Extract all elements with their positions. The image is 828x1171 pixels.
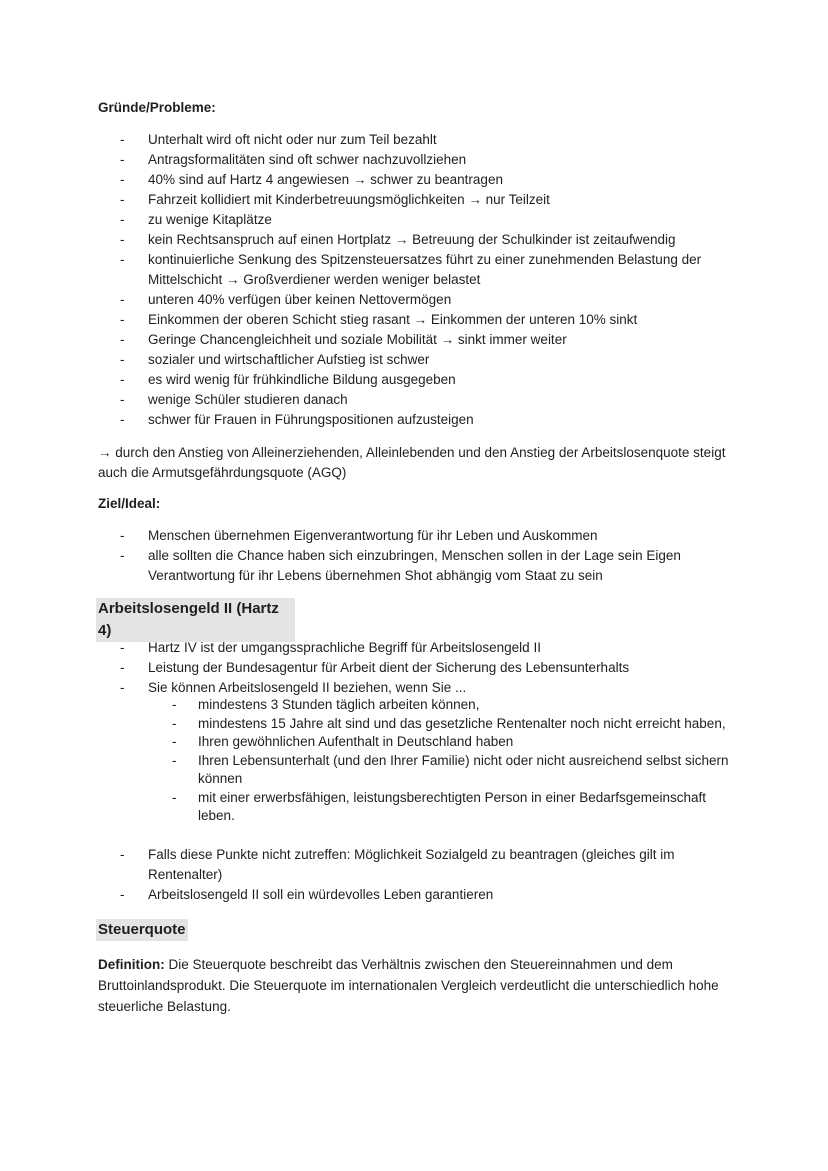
sub-list-item: - Ihren Lebensunterhalt (und den Ihrer Familie) nicht oder nicht ausreichend selbst sichern können (98, 752, 738, 789)
list-item: - Falls diese Punkte nicht zutreffen: Möglichkeit Sozialgeld zu beantragen (gleiches gilt im Rentenalter) (98, 845, 738, 885)
list-item: - Sie können Arbeitslosengeld II beziehen, wenn Sie ... (98, 678, 738, 698)
gruende-conclusion: → durch den Anstieg von Alleinerziehenden, Alleinlebenden und den Anstieg der Arbeitslosenquote steigt auch die Armutsgefährdungsquote (AGQ) (98, 445, 726, 480)
list-item: - Hartz IV ist der umgangssprachliche Begriff für Arbeitslosengeld II (98, 638, 738, 658)
list-item: - Geringe Chancengleichheit und soziale Mobilität → sinkt immer weiter (98, 330, 738, 350)
list-item: - Antragsformalitäten sind oft schwer nachzuvollziehen (98, 150, 738, 170)
list-item: - Unterhalt wird oft nicht oder nur zum Teil bezahlt (98, 130, 738, 150)
definition-label: Definition: (98, 957, 165, 972)
gruende-heading: Gründe/Probleme: (98, 100, 216, 115)
list-item: - kontinuierliche Senkung des Spitzensteuersatzes führt zu einer zunehmenden Belastung der Mittelschicht → Großverdiener werden weniger belastet (98, 250, 738, 290)
ziel-heading: Ziel/Ideal: (98, 496, 161, 511)
list-item: - 40% sind auf Hartz 4 angewiesen → schwer zu beantragen (98, 170, 738, 190)
alg2-heading: Arbeitslosengeld II (Hartz 4) (96, 598, 295, 642)
ziel-list (98, 526, 738, 586)
alg2-heading-row (98, 598, 738, 642)
definition-lead: Die Steuerquote beschreibt (168, 957, 333, 972)
list-item: - kein Rechtsanspruch auf einen Hortplatz → Betreuung der Schulkinder ist zeitaufwendig (98, 230, 738, 250)
alg2-list-after (98, 845, 738, 905)
list-item: - sozialer und wirtschaftlicher Aufstieg ist schwer (98, 350, 738, 370)
sub-list-item: - mit einer erwerbsfähigen, leistungsberechtigten Person in einer Bedarfsgemeinschaft leben. (98, 789, 738, 826)
list-item: - Menschen übernehmen Eigenverantwortung für ihr Leben und Auskommen (98, 526, 738, 546)
sub-list-item: - mindestens 3 Stunden täglich arbeiten können, (98, 696, 738, 715)
list-item: - unteren 40% verfügen über keinen Nettovermögen (98, 290, 738, 310)
list-item: - Leistung der Bundesagentur für Arbeit dient der Sicherung des Lebensunterhalts (98, 658, 738, 678)
alg2-sublist (98, 696, 738, 826)
list-item: - Fahrzeit kollidiert mit Kinderbetreuungsmöglichkeiten → nur Teilzeit (98, 190, 738, 210)
steuerquote-heading: Steuerquote (96, 919, 188, 941)
list-item: - wenige Schüler studieren danach (98, 390, 738, 410)
list-item: - Einkommen der oberen Schicht stieg rasant → Einkommen der unteren 10% sinkt (98, 310, 738, 330)
sub-list-item: - Ihren gewöhnlichen Aufenthalt in Deutschland haben (98, 733, 738, 752)
list-item: - zu wenige Kitaplätze (98, 210, 738, 230)
list-item: - es wird wenig für frühkindliche Bildung ausgegeben (98, 370, 738, 390)
steuerquote-definition (98, 954, 738, 1017)
list-item: - alle sollten die Chance haben sich einzubringen, Menschen sollen in der Lage sein Eigen Verantwortung für ihr Lebens übernehmen Shot abhängig vom Staat zu sein (98, 546, 738, 586)
sub-list-item: - mindestens 15 Jahre alt sind und das gesetzliche Rentenalter noch nicht erreicht haben, (98, 715, 738, 734)
alg2-list (98, 638, 738, 698)
definition-rest: das Verhältnis zwischen den Steuereinnahmen und dem Bruttoinlandsprodukt. Die Steuerquote im internationalen Vergleich verdeutlicht die unterschiedlich hohe steuerliche Belastung. (98, 957, 719, 1014)
list-item: - schwer für Frauen in Führungspositionen aufzusteigen (98, 410, 738, 430)
list-item: - Arbeitslosengeld II soll ein würdevolles Leben garantieren (98, 885, 738, 905)
steuerquote-heading-row (98, 919, 738, 941)
gruende-list (98, 130, 738, 430)
